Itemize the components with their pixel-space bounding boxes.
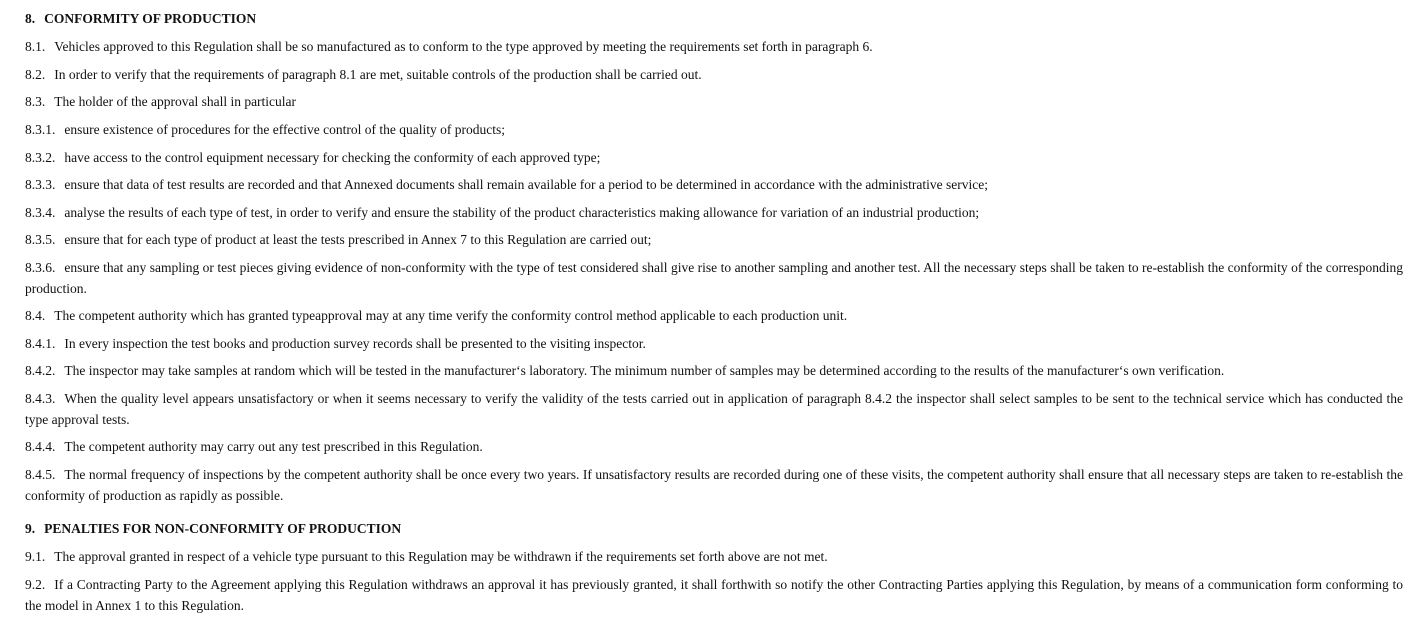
paragraph [25, 546, 1403, 567]
section-title: CONFORMITY OF PRODUCTION [44, 11, 257, 26]
paragraph [25, 64, 1403, 85]
paragraph-text: have access to the control equipment necessary for checking the conformity of each approved type; [64, 150, 601, 165]
paragraph [25, 36, 1403, 57]
paragraph-number: 9.2. [25, 577, 46, 592]
paragraph [25, 360, 1403, 381]
paragraph [25, 202, 1403, 223]
paragraph-text: In order to verify that the requirements of paragraph 8.1 are met, suitable controls of the production shall be carried out. [54, 67, 702, 82]
section-heading [25, 518, 1403, 539]
paragraph-number: 8.3.4. [25, 205, 56, 220]
paragraph-number: 8.3. [25, 94, 46, 109]
paragraph [25, 257, 1403, 299]
paragraph-number: 8.4.4. [25, 439, 56, 454]
paragraph [25, 574, 1403, 616]
paragraph [25, 388, 1403, 430]
paragraph-text: ensure that data of test results are recorded and that Annexed documents shall remain available for a period to be determined in accordance with the administrative service; [64, 177, 989, 192]
paragraph-text: Vehicles approved to this Regulation shall be so manufactured as to conform to the type approved by meeting the requirements set forth in paragraph 6. [54, 39, 873, 54]
paragraph-number: 8.4.5. [25, 467, 56, 482]
paragraph-text: The approval granted in respect of a vehicle type pursuant to this Regulation may be withdrawn if the requirements set forth above are not met. [54, 549, 828, 564]
paragraph [25, 174, 1403, 195]
paragraph-number: 8.3.5. [25, 232, 56, 247]
paragraph [25, 147, 1403, 168]
paragraph-number: 8.3.6. [25, 260, 56, 275]
paragraph-text: In every inspection the test books and production survey records shall be presented to the visiting inspector. [64, 336, 646, 351]
paragraph [25, 229, 1403, 250]
paragraph-text: The competent authority which has granted typeapproval may at any time verify the conformity control method applicable to each production unit. [54, 308, 848, 323]
paragraph-text: analyse the results of each type of test, in order to verify and ensure the stability of the product characteristics making allowance for variation of an industrial production; [64, 205, 980, 220]
paragraph [25, 305, 1403, 326]
paragraph-number: 8.4.3. [25, 391, 56, 406]
section-number: 8. [25, 11, 36, 26]
paragraph-text: The competent authority may carry out any test prescribed in this Regulation. [64, 439, 483, 454]
paragraph-number: 8.2. [25, 67, 46, 82]
paragraph-number: 8.4.1. [25, 336, 56, 351]
paragraph-number: 8.4. [25, 308, 46, 323]
paragraph-text: ensure that any sampling or test pieces giving evidence of non-conformity with the type of test considered shall give rise to another sampling and another test. All the necessary steps shall be taken to re-establish the conformity of the corresponding production. [25, 260, 1403, 296]
paragraph-text: When the quality level appears unsatisfactory or when it seems necessary to verify the validity of the tests carried out in application of paragraph 8.4.2 the inspector shall select samples to be sent to the technical service which has conducted the type approval tests. [25, 391, 1403, 427]
section-heading [25, 8, 1403, 29]
section-number: 9. [25, 521, 36, 536]
paragraph [25, 119, 1403, 140]
paragraph-number: 9.1. [25, 549, 46, 564]
paragraph-text: The inspector may take samples at random which will be tested in the manufacturer‘s laboratory. The minimum number of samples may be determined according to the results of the manufacturer‘s own verification. [64, 363, 1225, 378]
paragraph-number: 8.3.2. [25, 150, 56, 165]
paragraph-text: ensure that for each type of product at least the tests prescribed in Annex 7 to this Regulation are carried out; [64, 232, 652, 247]
paragraph-number: 8.3.3. [25, 177, 56, 192]
paragraph [25, 436, 1403, 457]
paragraph-text: ensure existence of procedures for the effective control of the quality of products; [64, 122, 505, 137]
paragraph [25, 333, 1403, 354]
paragraph-number: 8.4.2. [25, 363, 56, 378]
paragraph-text: The holder of the approval shall in particular [54, 94, 297, 109]
paragraph [25, 464, 1403, 506]
section-title: PENALTIES FOR NON-CONFORMITY OF PRODUCTION [44, 521, 402, 536]
paragraph-number: 8.1. [25, 39, 46, 54]
paragraph-text: If a Contracting Party to the Agreement applying this Regulation withdraws an approval it has previously granted, it shall forthwith so notify the other Contracting Parties applying this Regulation, by means of a communication form conforming to the model in Annex 1 to this Regulation. [25, 577, 1403, 613]
paragraph-number: 8.3.1. [25, 122, 56, 137]
paragraph-text: The normal frequency of inspections by the competent authority shall be once every two years. If unsatisfactory results are recorded during one of these visits, the competent authority shall ensure that all necessary steps are taken to re-establish the conformity of production as rapidly as possible. [25, 467, 1403, 503]
paragraph [25, 91, 1403, 112]
